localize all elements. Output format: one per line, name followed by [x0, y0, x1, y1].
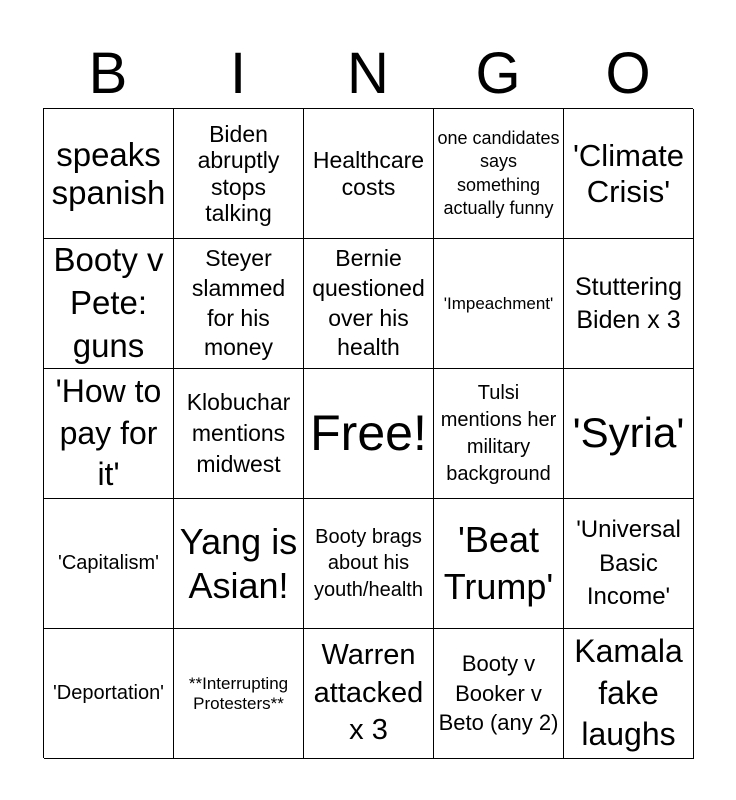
bingo-cell[interactable]	[44, 369, 174, 499]
bingo-cell[interactable]	[434, 239, 564, 369]
bingo-cell[interactable]	[434, 369, 564, 499]
cell-text: 'Deportation'	[52, 682, 165, 704]
bingo-cell[interactable]	[174, 629, 304, 759]
cell-text: Booty v Booker v Beto (any 2)	[438, 650, 559, 736]
cell-text: Steyer slammed for his money	[191, 244, 286, 361]
bingo-cell[interactable]	[174, 499, 304, 629]
header-letter-n: N	[347, 41, 389, 106]
bingo-cell[interactable]	[174, 369, 304, 499]
bingo-cell[interactable]	[44, 239, 174, 369]
bingo-cell[interactable]	[434, 629, 564, 759]
cell-text: Booty v Pete: guns	[53, 241, 164, 364]
header-letter-i: I	[229, 41, 247, 106]
bingo-cell[interactable]	[564, 109, 694, 239]
bingo-cell[interactable]	[304, 499, 434, 629]
bingo-cell[interactable]	[564, 499, 694, 629]
bingo-cell[interactable]	[44, 499, 174, 629]
bingo-cell[interactable]	[44, 109, 174, 239]
bingo-cell[interactable]	[174, 239, 304, 369]
bingo-cell[interactable]	[44, 629, 174, 759]
cell-text: Tulsi mentions her military background	[440, 381, 557, 485]
bingo-cell[interactable]	[304, 109, 434, 239]
cell-text: Kamala fake laughs	[574, 633, 683, 753]
bingo-cell[interactable]	[564, 239, 694, 369]
cell-text: 'Capitalism'	[58, 552, 159, 574]
free-space[interactable]	[304, 369, 434, 499]
cell-text: Biden abruptly stops talking	[197, 120, 280, 226]
bingo-cell[interactable]	[564, 629, 694, 759]
cell-text: Klobuchar mentions midwest	[186, 388, 291, 478]
bingo-header	[43, 40, 693, 108]
cell-text: **Interrupting Protesters**	[188, 673, 289, 713]
bingo-cell[interactable]	[434, 109, 564, 239]
cell-text: 'Impeachment'	[443, 293, 554, 313]
bingo-cell[interactable]	[434, 499, 564, 629]
cell-text: Booty brags about his youth/health	[314, 525, 423, 601]
bingo-cell[interactable]	[304, 629, 434, 759]
header-letter-o: O	[605, 41, 651, 106]
cell-text: speaks spanish	[51, 135, 166, 211]
cell-text: Healthcare costs	[312, 147, 425, 200]
cell-text: 'Climate Crisis'	[573, 137, 684, 209]
cell-text: Yang is Asian!	[179, 521, 298, 606]
header-letter-g: G	[475, 41, 521, 106]
cell-text: 'Syria'	[572, 409, 685, 457]
cell-text: Free!	[310, 404, 427, 461]
bingo-grid	[43, 108, 693, 758]
cell-text: Stuttering Biden x 3	[574, 273, 682, 334]
cell-text: Warren attacked x 3	[313, 638, 424, 747]
cell-text: Bernie questioned over his health	[312, 244, 425, 361]
bingo-cell[interactable]	[304, 239, 434, 369]
header-letter-b: B	[88, 41, 128, 106]
bingo-cell[interactable]	[174, 109, 304, 239]
bingo-cell[interactable]	[564, 369, 694, 499]
cell-text: 'Universal Basic Income'	[576, 516, 681, 611]
cell-text: 'How to pay for it'	[55, 373, 162, 493]
cell-text: one candidates says something actually funny	[437, 127, 560, 218]
cell-text: 'Beat Trump'	[443, 519, 554, 607]
